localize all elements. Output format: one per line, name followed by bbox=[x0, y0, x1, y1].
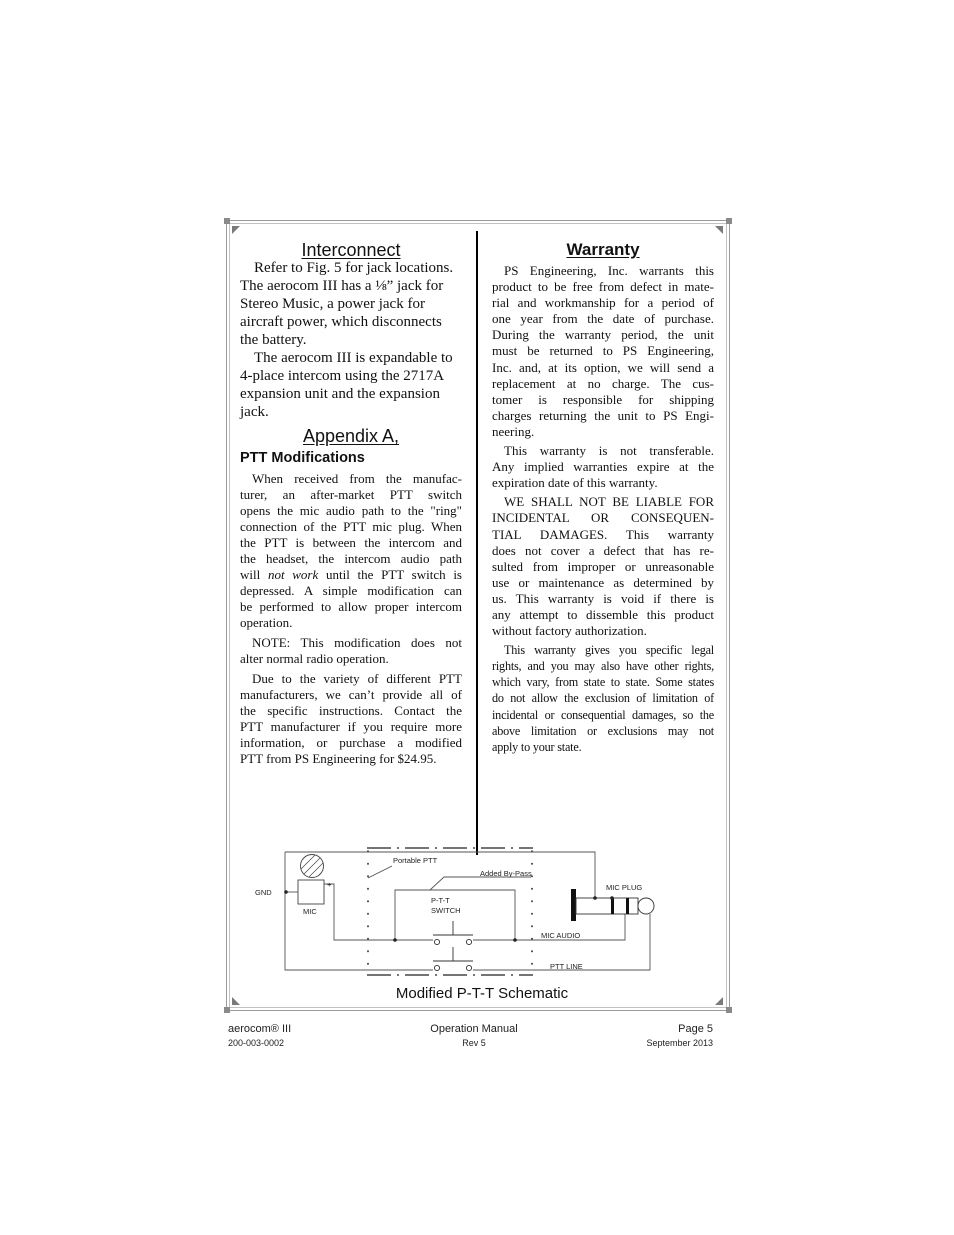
frame-corner-triangle bbox=[232, 997, 240, 1005]
footer-doc-title: Operation Manual bbox=[430, 1023, 518, 1035]
text-line: sulted from improper or unreasonable bbox=[492, 558, 714, 574]
text-line: alter normal radio operation. bbox=[240, 651, 389, 666]
mic-plug bbox=[571, 889, 654, 921]
switch-contact bbox=[434, 939, 439, 944]
paragraph bbox=[240, 349, 462, 421]
text-line: turer, an after-market PTT switch bbox=[240, 487, 462, 502]
junction-dot bbox=[284, 890, 288, 894]
junction-dot bbox=[593, 896, 597, 900]
text-line: neering. bbox=[492, 423, 535, 439]
text-line: use or maintenance as determined by bbox=[492, 574, 714, 590]
mic-polarity-label: + bbox=[327, 880, 332, 889]
text-line: Inc. and, at its option, we will send a bbox=[492, 359, 714, 375]
added-bypass-label: Added By-Pass bbox=[480, 869, 532, 878]
junction-dot bbox=[513, 938, 517, 942]
switch-contact bbox=[466, 965, 471, 970]
text-line: The aerocom III has a ⅛” jack for bbox=[240, 278, 444, 294]
text-line: aircraft power, which disconnects bbox=[240, 314, 442, 330]
text-line: This warranty is not transferable. bbox=[504, 443, 714, 459]
text-line: This warranty gives you specific legal bbox=[504, 643, 714, 658]
ptt-switch-mic-audio bbox=[433, 921, 473, 945]
interconnect-title: Interconnect bbox=[301, 240, 401, 260]
interconnect-body bbox=[240, 259, 462, 421]
switch-actuator bbox=[433, 947, 473, 961]
text-line: opens the mic audio path to the "ring" bbox=[240, 503, 462, 518]
ptt-line-label: PTT LINE bbox=[550, 962, 583, 971]
text-line: charges returning the unit to PS Engi- bbox=[492, 407, 714, 423]
text-line: apply to your state. bbox=[492, 739, 582, 754]
added-bypass-pointer bbox=[430, 877, 531, 890]
schematic-caption: Modified P-T-T Schematic bbox=[395, 985, 569, 1002]
microphone-symbol bbox=[292, 848, 330, 904]
text-line: the specific instructions. Contact the bbox=[240, 703, 462, 718]
frame-corner-square bbox=[224, 218, 230, 224]
text-line: one year from the date of purchase. bbox=[492, 311, 714, 327]
text-line: rial and workmanship for a period of bbox=[492, 295, 714, 311]
mic-plug-label: MIC PLUG bbox=[606, 883, 643, 892]
text-line: The aerocom III is expandable to bbox=[254, 350, 453, 366]
text-line: the PTT is between the intercom and bbox=[240, 535, 462, 550]
portable-ptt-pointer bbox=[368, 866, 392, 878]
text-line: depressed. A simple modification can bbox=[240, 583, 462, 598]
text-line: Any implied warranties expire at the bbox=[492, 459, 714, 475]
text-line: When received from the manufac- bbox=[252, 471, 462, 486]
text-line: expiration date of this warranty. bbox=[492, 475, 658, 491]
text-line: operation. bbox=[240, 615, 293, 630]
gnd-label: GND bbox=[255, 888, 272, 897]
text-line: the headset, the intercom audio path bbox=[240, 551, 462, 566]
paragraph bbox=[240, 671, 462, 767]
text-line: replacement at no charge. The cus- bbox=[492, 375, 714, 391]
paragraph bbox=[492, 642, 714, 755]
paragraph bbox=[492, 443, 714, 491]
junction-dot bbox=[393, 938, 397, 942]
text-line: NOTE: This modification does not bbox=[252, 635, 462, 650]
plug-tip bbox=[638, 898, 654, 914]
text-line bbox=[240, 567, 462, 583]
text-line: us. This warranty is void if there is bbox=[492, 590, 714, 606]
mic-body bbox=[298, 880, 324, 904]
switch-label-line1: P-T-T bbox=[431, 896, 450, 905]
text-run: until the PTT switch is bbox=[318, 567, 462, 582]
text-line: above limitation or exclusions may not bbox=[492, 723, 714, 738]
ptt-switch-ptt-line bbox=[433, 947, 473, 971]
text-line: be performed to allow proper intercom bbox=[240, 599, 462, 614]
text-line: product to be free from defect in mate- bbox=[492, 279, 714, 295]
text-line: must be returned to PS Engineering, bbox=[492, 343, 714, 359]
footer-part-number: 200-003-0002 bbox=[228, 1038, 285, 1048]
text-line: the battery. bbox=[240, 332, 307, 348]
frame-corner-square bbox=[224, 1007, 230, 1013]
plug-insulator-band bbox=[611, 898, 614, 914]
frame-corner-square bbox=[726, 1007, 732, 1013]
junction-dot bbox=[610, 896, 614, 900]
switch-actuator bbox=[433, 921, 473, 935]
text-line: without factory authorization. bbox=[492, 623, 647, 639]
text-line: PS Engineering, Inc. warrants this bbox=[504, 263, 714, 278]
text-line: Refer to Fig. 5 for jack locations. bbox=[254, 260, 454, 276]
text-line: do not allow the exclusion of limitation of bbox=[492, 691, 714, 706]
plug-sleeve-bar bbox=[571, 889, 576, 921]
text-line: Stereo Music, a power jack for bbox=[240, 296, 425, 312]
text-line: connection of the PTT mic plug. When bbox=[240, 519, 462, 534]
text-line: manufacturers, we can’t provide all of bbox=[240, 687, 462, 702]
footer-page-number: Page 5 bbox=[678, 1023, 713, 1035]
appendix-title: Appendix A, bbox=[302, 426, 400, 446]
mic-label: MIC bbox=[303, 907, 317, 916]
frame-corner-triangle bbox=[715, 997, 723, 1005]
text-line: TIAL DAMAGES. This warranty bbox=[492, 526, 714, 542]
paragraph bbox=[492, 494, 714, 639]
paragraph bbox=[240, 471, 462, 631]
paragraph bbox=[240, 635, 462, 667]
column-divider bbox=[476, 231, 478, 855]
text-line: 4-place intercom using the 2717A bbox=[240, 368, 445, 384]
text-line: During the warranty period, the unit bbox=[492, 327, 714, 343]
text-line: which vary, from state to state. Some states bbox=[492, 675, 714, 690]
text-line: PTT manufacturer if you require more bbox=[240, 719, 462, 734]
frame-corner-triangle bbox=[232, 226, 240, 234]
warranty-title: Warranty bbox=[566, 240, 640, 259]
appendix-body bbox=[240, 471, 462, 767]
ground-wire bbox=[285, 852, 595, 898]
text-line: does not cover a defect that has re- bbox=[492, 542, 714, 558]
text-line: jack. bbox=[240, 404, 269, 420]
text-line: expansion unit and the expansion bbox=[240, 386, 440, 402]
warranty-body bbox=[492, 263, 714, 755]
portable-ptt-label: Portable PTT bbox=[393, 856, 438, 865]
bypass-wire bbox=[395, 890, 515, 940]
text-line: Due to the variety of different PTT bbox=[252, 671, 462, 686]
text-line: rights, and you may also have other rights, bbox=[492, 659, 714, 674]
frame-corner-triangle bbox=[715, 226, 723, 234]
mic-audio-label: MIC AUDIO bbox=[541, 931, 581, 940]
switch-contact bbox=[466, 939, 471, 944]
text-line: tomer is responsible for shipping bbox=[492, 391, 714, 407]
ptt-schematic bbox=[240, 840, 670, 985]
text-line: WE SHALL NOT BE LIABLE FOR bbox=[504, 494, 714, 510]
plug-insulator-band bbox=[626, 898, 629, 914]
footer-revision: Rev 5 bbox=[462, 1038, 486, 1048]
text-line: PTT from PS Engineering for $24.95. bbox=[240, 751, 437, 766]
paragraph bbox=[492, 263, 714, 440]
paragraph bbox=[240, 259, 462, 349]
text-line: information, or purchase a modified bbox=[240, 735, 462, 750]
switch-label-line2: SWITCH bbox=[431, 906, 461, 915]
text-line: INCIDENTAL OR CONSEQUEN- bbox=[492, 510, 714, 526]
footer-date: September 2013 bbox=[646, 1038, 713, 1048]
text-line: any attempt to dissemble this product bbox=[492, 606, 714, 622]
frame-corner-square bbox=[726, 218, 732, 224]
text-run: will bbox=[240, 567, 268, 582]
footer-product: aerocom® III bbox=[228, 1023, 292, 1035]
text-line: incidental or consequential damages, so the bbox=[492, 707, 714, 722]
ptt-modifications-heading: PTT Modifications bbox=[240, 450, 365, 466]
emphasized-text: not work bbox=[267, 567, 319, 582]
switch-contact bbox=[434, 965, 439, 970]
